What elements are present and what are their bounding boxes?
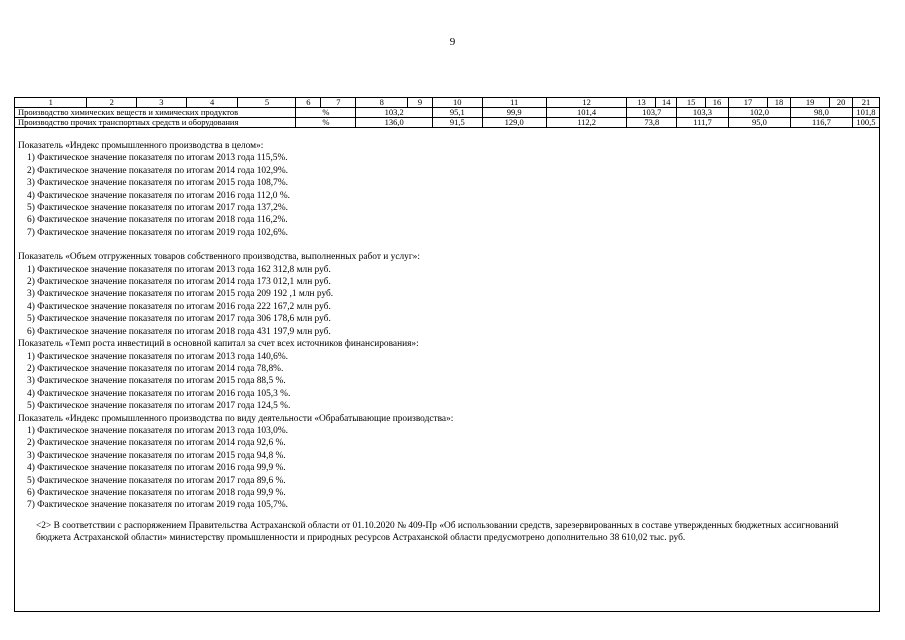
column-number: 19	[790, 98, 829, 108]
indicator-name: Производство прочих транспортных средств и оборудования	[15, 118, 296, 128]
column-number: 3	[137, 98, 187, 108]
indicator-name: Производство химических веществ и химических продуктов	[15, 108, 296, 118]
column-number: 18	[768, 98, 791, 108]
value-cell: 116,7	[790, 118, 852, 128]
column-number: 17	[728, 98, 767, 108]
column-number: 9	[408, 98, 433, 108]
column-number: 20	[830, 98, 853, 108]
table-row	[15, 118, 880, 128]
list-item: 7) Фактическое значение показателя по итогам 2019 года 102,6%.	[27, 227, 288, 238]
page-number: 9	[449, 36, 456, 48]
section-industrial-index	[18, 140, 878, 239]
section-title: Показатель «Индекс промышленного производства по виду деятельности «Обрабатывающие производства»:	[18, 413, 454, 424]
value-cell: 111,7	[677, 118, 729, 128]
value-cell: 136,0	[356, 118, 433, 128]
value-cell: 101,8	[852, 108, 879, 118]
column-number: 10	[432, 98, 482, 108]
value-cell: 103,7	[627, 108, 677, 118]
value-cell: 95,1	[432, 108, 482, 118]
table-row	[15, 108, 880, 118]
list-item: 5) Фактическое значение показателя по итогам 2017 года 137,2%.	[27, 203, 288, 214]
section-title: Показатель «Индекс промышленного производства в целом»:	[18, 141, 264, 151]
column-number: 11	[482, 98, 546, 108]
indicators-text	[18, 140, 878, 545]
unit-cell: %	[296, 108, 356, 118]
column-number: 1	[15, 98, 87, 108]
value-cell: 112,2	[546, 118, 627, 128]
list-item: 6) Фактическое значение показателя по итогам 2018 года 116,2%.	[27, 215, 288, 226]
unit-cell: %	[296, 118, 356, 128]
value-cell: 103,3	[677, 108, 729, 118]
list-item: 4) Фактическое значение показателя по итогам 2016 года 112,0 %.	[27, 190, 290, 201]
column-number: 13	[627, 98, 656, 108]
column-number: 6	[296, 98, 321, 108]
column-number: 4	[186, 98, 238, 108]
column-number: 15	[677, 98, 706, 108]
list-item: 6) Фактическое значение показателя по итогам 2018 года 99,9 %.	[27, 487, 286, 498]
list-item: 2) Фактическое значение показателя по итогам 2014 года 92,6 %.	[27, 438, 286, 449]
list-item: 6) Фактическое значение показателя по итогам 2018 года 431 197,9 млн руб.	[27, 326, 331, 337]
list-item: 3) Фактическое значение показателя по итогам 2015 года 88,5 %.	[27, 376, 286, 387]
section-title: Показатель «Объем отгруженных товаров собственного производства, выполненных работ и услуг»:	[18, 252, 420, 263]
spacer	[18, 239, 878, 251]
table-header-row	[15, 98, 880, 108]
value-cell: 103,2	[356, 108, 433, 118]
list-item: 5) Фактическое значение показателя по итогам 2017 года 306 178,6 млн руб.	[27, 314, 331, 325]
value-cell: 95,0	[728, 118, 790, 128]
section-title: Показатель «Темп роста инвестиций в основной капитал за счет всех источников финансирования»:	[18, 339, 419, 350]
list-item: 3) Фактическое значение показателя по итогам 2015 года 209 192 ,1 млн руб.	[27, 289, 334, 300]
list-item: 4) Фактическое значение показателя по итогам 2016 года 105,3 %.	[27, 388, 291, 399]
value-cell: 101,4	[546, 108, 627, 118]
list-item: 1) Фактическое значение показателя по итогам 2013 года 162 312,8 млн руб.	[27, 264, 331, 275]
list-item: 2) Фактическое значение показателя по итогам 2014 года 173 012,1 млн руб.	[27, 277, 331, 288]
list-item: 3) Фактическое значение показателя по итогам 2015 года 94,8 %.	[27, 450, 286, 461]
column-number: 7	[321, 98, 356, 108]
section-manufacturing-index	[18, 413, 878, 512]
list-item: 4) Фактическое значение показателя по итогам 2016 года 99,9 %.	[27, 463, 286, 474]
list-item: 4) Фактическое значение показателя по итогам 2016 года 222 167,2 млн руб.	[27, 301, 331, 312]
list-item: 2) Фактическое значение показателя по итогам 2014 года 102,9%.	[27, 165, 288, 176]
column-number: 16	[706, 98, 729, 108]
column-number: 12	[546, 98, 627, 108]
footnote: <2> В соответствии с распоряжением Правительства Астраханской области от 01.10.2020 № 409-Пр «Об использовании средств, зарезервированных в составе утвержденных бюджетных ассигнований бюджета Астраханской области» министерству промышленности и природных ресурсов Астраханской области предусмотрено дополнительно 38 610,02 тыс. руб.	[36, 520, 839, 544]
section-investment-growth	[18, 338, 878, 412]
list-item: 7) Фактическое значение показателя по итогам 2019 года 105,7%.	[27, 500, 288, 511]
list-item: 5) Фактическое значение показателя по итогам 2017 года 89,6 %.	[27, 475, 286, 486]
list-item: 1) Фактическое значение показателя по итогам 2013 года 115,5%.	[27, 153, 288, 164]
list-item: 1) Фактическое значение показателя по итогам 2013 года 103,0%.	[27, 425, 288, 436]
value-cell: 98,0	[790, 108, 852, 118]
column-number: 5	[238, 98, 296, 108]
value-cell: 73,8	[627, 118, 677, 128]
list-item: 1) Фактическое значение показателя по итогам 2013 года 140,6%.	[27, 351, 288, 362]
column-number: 21	[852, 98, 879, 108]
indicator-table	[14, 97, 880, 128]
list-item: 2) Фактическое значение показателя по итогам 2014 года 78,8%.	[27, 363, 284, 374]
value-cell: 100,5	[852, 118, 879, 128]
value-cell: 91,5	[432, 118, 482, 128]
list-item: 5) Фактическое значение показателя по итогам 2017 года 124,5 %.	[27, 401, 291, 412]
column-number: 14	[656, 98, 677, 108]
value-cell: 102,0	[728, 108, 790, 118]
value-cell: 99,9	[482, 108, 546, 118]
list-item: 3) Фактическое значение показателя по итогам 2015 года 108,7%.	[27, 178, 288, 189]
value-cell: 129,0	[482, 118, 546, 128]
section-shipped-goods	[18, 251, 878, 338]
column-number: 8	[356, 98, 408, 108]
column-number: 2	[87, 98, 137, 108]
